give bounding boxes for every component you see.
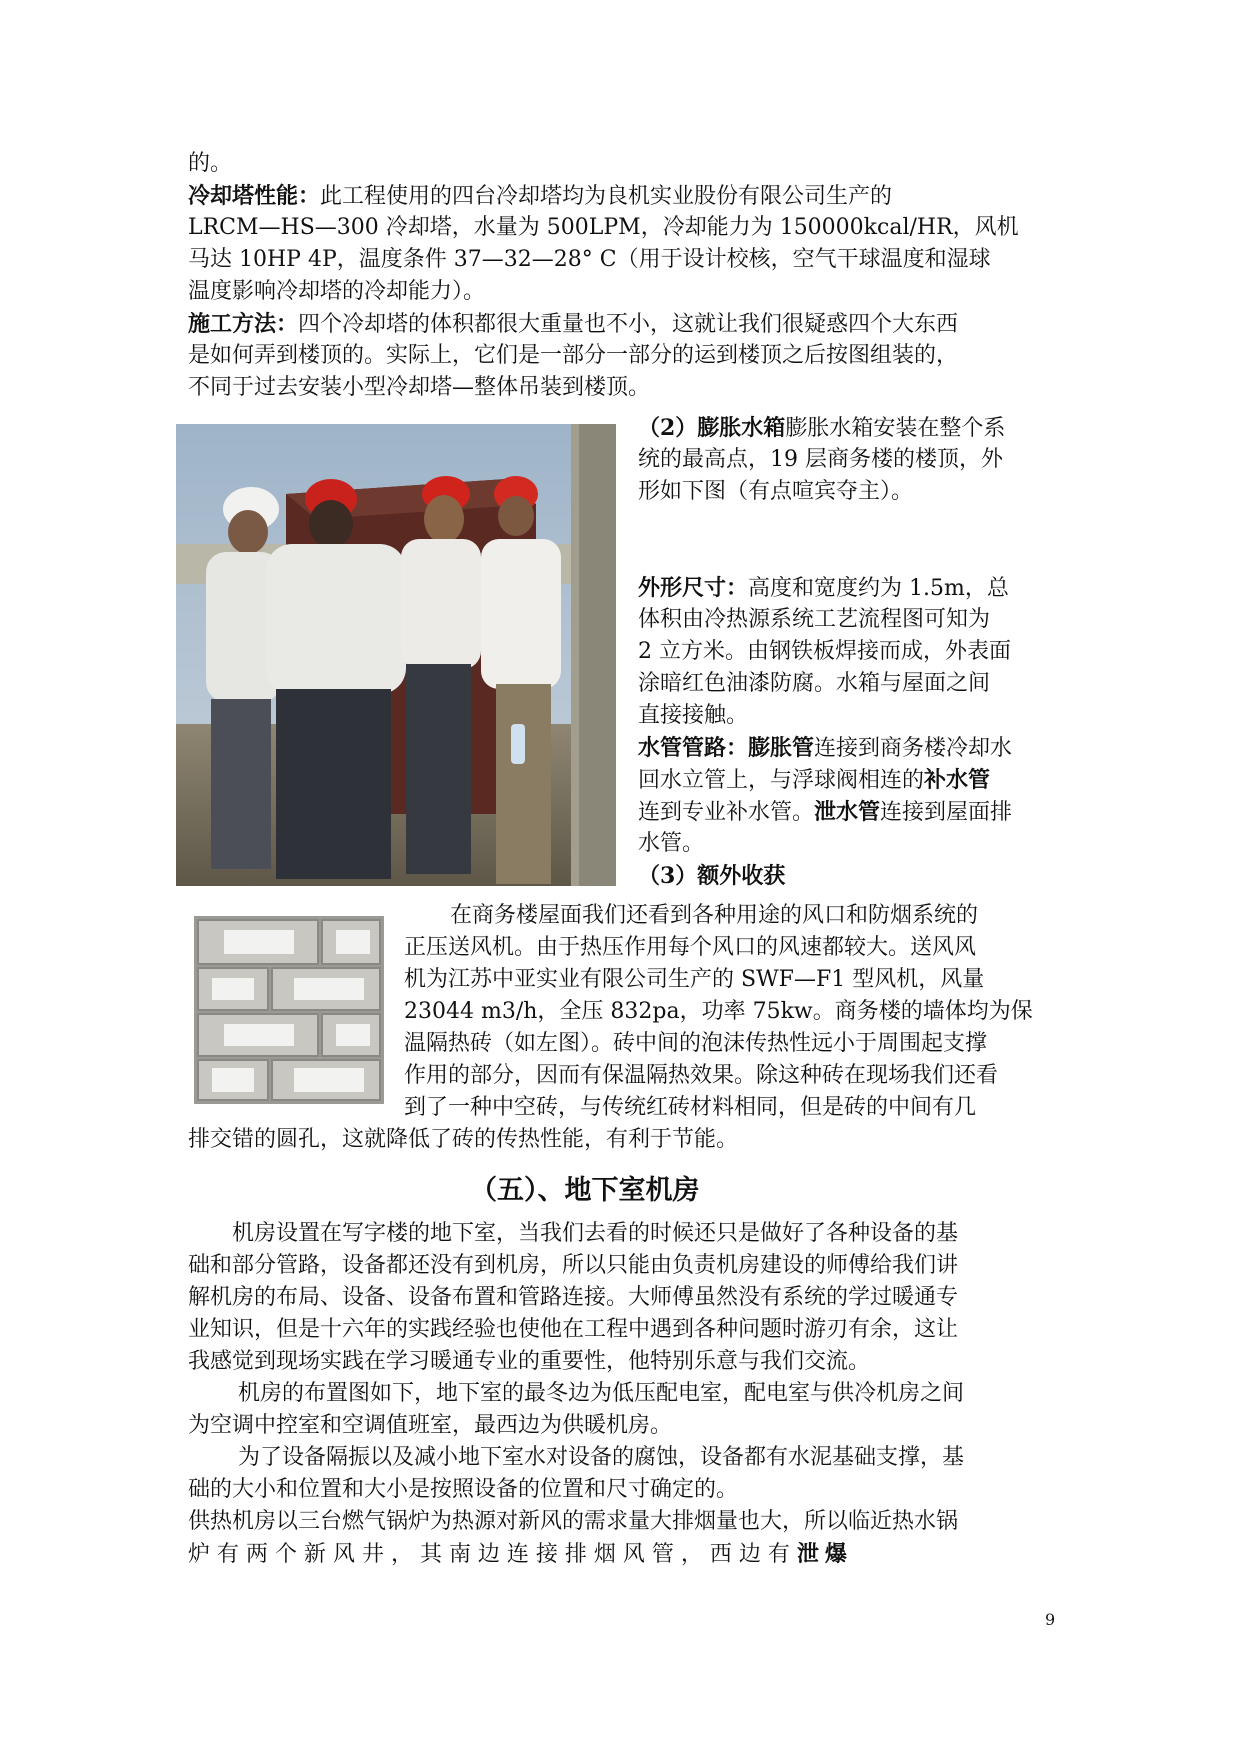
label-makeup-pipe: 补水管 [924, 767, 991, 793]
text-line [188, 308, 958, 340]
text-line: 在商务楼屋面我们还看到各种用途的风口和防烟系统的 [450, 903, 979, 928]
text-line: 2 立方米。由钢铁板焊接而成，外表面 [638, 639, 1011, 664]
text-line: 机房的布置图如下，地下室的最冬边为低压配电室，配电室与供冷机房之间 [238, 1381, 965, 1406]
text-line: 涂暗红色油漆防腐。水箱与屋面之间 [638, 671, 991, 696]
text-line: 业知识，但是十六年的实践经验也使他在工程中遇到各种问题时游刃有余，这让 [188, 1317, 959, 1342]
text-line: 不同于过去安装小型冷却塔—整体吊装到楼顶。 [188, 375, 651, 400]
text-line: 体积由冷热源系统工艺流程图可知为 [638, 607, 991, 632]
label-burst: 泄爆 [796, 1541, 853, 1567]
text-line [638, 796, 1012, 828]
workers-photo [176, 424, 616, 886]
brick-photo-art [194, 916, 384, 1104]
brick-photo [194, 916, 384, 1104]
text-line: 到了一种中空砖，与传统红砖材料相同，但是砖的中间有几 [404, 1095, 977, 1120]
text-line: 统的最高点，19 层商务楼的楼顶，外 [638, 447, 1003, 472]
text-line: 温隔热砖（如左图）。砖中间的泡沫传热性远小于周围起支撑 [404, 1031, 988, 1056]
text-line [638, 764, 990, 796]
text-line: 直接接触。 [638, 703, 749, 728]
text-line [638, 572, 1009, 604]
label-dims: 外形尺寸： [638, 575, 749, 601]
workers-photo-art [176, 424, 616, 886]
section-title: （五）、地下室机房 [470, 1175, 700, 1206]
text-rest: 膨胀水箱安装在整个系 [785, 416, 1006, 441]
text-line: 为空调中控室和空调值班室，最西边为供暖机房。 [188, 1413, 673, 1438]
text-line [188, 180, 892, 212]
text-line: 机房设置在写字楼的地下室，当我们去看的时候还只是做好了各种设备的基 [232, 1221, 959, 1246]
text-line: 23044 m3/h，全压 832pa，功率 75kw。商务楼的墙体均为保 [404, 999, 1033, 1024]
text-line: 排交错的圆孔，这就降低了砖的传热性能，有利于节能。 [188, 1127, 739, 1152]
text-rest: 连接到屋面排 [880, 800, 1013, 825]
text-line [638, 732, 1012, 764]
text-line: 解机房的布局、设备、设备布置和管路连接。大师傅虽然没有系统的学过暖通专 [188, 1285, 959, 1310]
extra-heading: （3）额外收获 [638, 863, 786, 889]
text-line: 机为江苏中亚实业有限公司生产的 SWF—F1 型风机，风量 [404, 967, 985, 992]
text-rest: 炉 有 两 个 新 风 井 ， 其 南 边 连 接 排 烟 风 管 ， 西 边 有 [188, 1542, 790, 1567]
page-number: 9 [1045, 1610, 1056, 1629]
text-line: 形如下图（有点喧宾夺主）。 [638, 479, 914, 504]
text-rest: 四个冷却塔的体积都很大重量也不小，这就让我们很疑惑四个大东西 [298, 312, 959, 337]
label-construction: 施工方法： [188, 311, 299, 337]
text-line: 为了设备隔振以及减小地下室水对设备的腐蚀，设备都有水泥基础支撑，基 [238, 1445, 965, 1470]
text-rest: 连到专业补水管。 [638, 800, 815, 825]
text-line: 的。 [188, 151, 233, 176]
text-line: 作用的部分，因而有保温隔热效果。除这种砖在现场我们还看 [404, 1063, 999, 1088]
text-line: 供热机房以三台燃气锅炉为热源对新风的需求量大排烟量也大，所以临近热水锅 [188, 1509, 959, 1534]
text-rest: 回水立管上，与浮球阀相连的 [638, 768, 925, 793]
label-drain-pipe: 泄水管 [814, 799, 881, 825]
text-line: 正压送风机。由于热压作用每个风口的风速都较大。送风风 [404, 935, 977, 960]
text-line [188, 1538, 853, 1570]
text-line: 础的大小和位置和大小是按照设备的位置和尺寸确定的。 [188, 1477, 739, 1502]
text-line: 温度影响冷却塔的冷却能力）。 [188, 279, 486, 304]
text-rest: 高度和宽度约为 1.5m，总 [748, 576, 1009, 601]
text-line: 我感觉到现场实践在学习暖通专业的重要性，他特别乐意与我们交流。 [188, 1349, 871, 1374]
text-line: LRCM—HS—300 冷却塔，水量为 500LPM，冷却能力为 150000kcal/HR，风机 [188, 215, 1019, 240]
text-line: 水管。 [638, 831, 705, 856]
text-line [638, 412, 1005, 444]
label-exp-pipe: 膨胀管 [748, 735, 815, 761]
text-rest: 连接到商务楼冷却水 [814, 736, 1013, 761]
text-line: 础和部分管路，设备都还没有到机房，所以只能由负责机房建设的师傅给我们讲 [188, 1253, 959, 1278]
text-line: 是如何弄到楼顶的。实际上，它们是一部分一部分的运到楼顶之后按图组装的， [188, 343, 959, 368]
label-pipes: 水管管路： [638, 735, 749, 761]
label-cooling-perf: 冷却塔性能： [188, 183, 321, 209]
text-line: 马达 10HP 4P，温度条件 37—32—28° C（用于设计校核，空气干球温度和湿球 [188, 247, 991, 272]
text-line [638, 860, 785, 892]
text-rest: 此工程使用的四台冷却塔均为良机实业股份有限公司生产的 [320, 184, 893, 209]
tank-heading: （2）膨胀水箱 [638, 415, 786, 441]
